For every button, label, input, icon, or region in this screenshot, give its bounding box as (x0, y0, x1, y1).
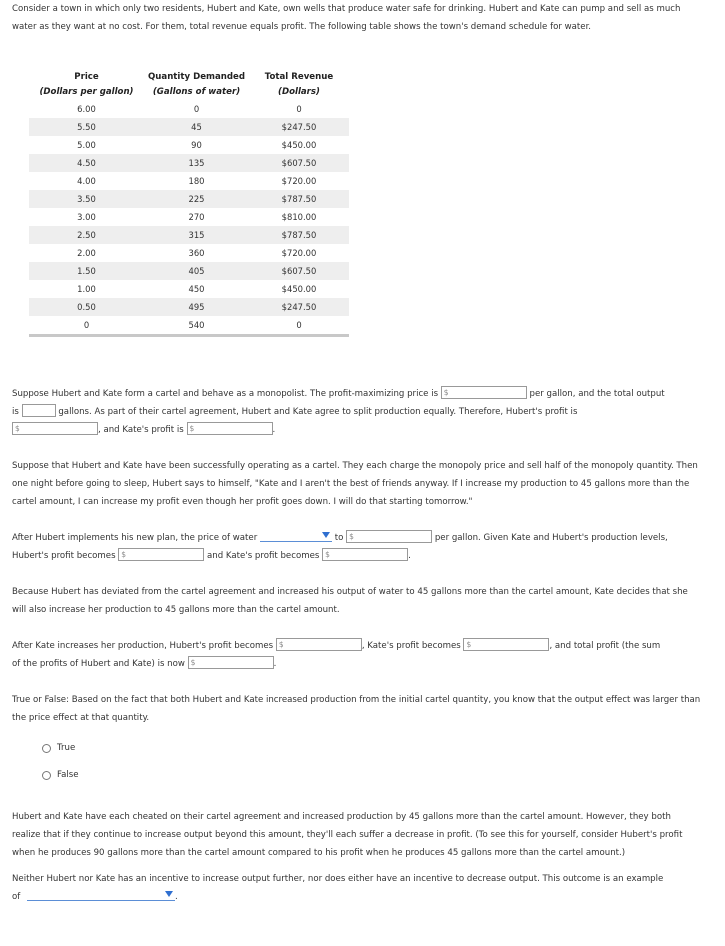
revenue-cell: $787.50 (249, 190, 349, 208)
quantity-cell: 225 (144, 190, 249, 208)
revenue-cell: 0 (249, 316, 349, 336)
new-price-input[interactable]: $ (346, 530, 432, 543)
intro-text: Consider a town in which only two residents, Hubert and Kate, own wells that produce water safe for drinking. Hubert and Kate can pump and sell as much water as they want at no cost. For them, total revenue equals profit. The following table shows the town's demand schedule for water. (12, 4, 681, 32)
kate-deviation-profit-input[interactable]: $ (322, 548, 408, 561)
header-price: Price (74, 72, 99, 82)
quantity-cell: 540 (144, 316, 249, 336)
revenue-cell: $810.00 (281, 212, 317, 222)
price-cell: 1.50 (29, 262, 144, 280)
price-cell: 3.50 (29, 190, 144, 208)
cheating-outcome-text: Hubert and Kate have each cheated on their cartel agreement and increased production by 45 gallons more than the cartel amount. However, they both realize that if they continue to increase output beyond this amount, they'll each suffer a decrease in profit. (To see this for yourself, consider Hubert's profit when he produces 90 gallons more than the cartel amount compared to his profit when he produces 45 gallons more than the cartel amount.) (12, 812, 683, 858)
table-row (29, 244, 349, 262)
hubert-profit-input[interactable]: $ (12, 422, 98, 435)
quantity-cell: 450 (188, 284, 205, 294)
kate-profit-input[interactable]: $ (187, 422, 273, 435)
revenue-cell: $720.00 (281, 248, 317, 258)
quantity-cell: 495 (144, 298, 249, 316)
table-row (29, 298, 349, 316)
price-cell: 2.00 (77, 248, 96, 258)
subheader-revenue: (Dollars) (278, 87, 320, 97)
quantity-cell: 270 (188, 212, 205, 222)
table-row (29, 316, 349, 336)
revenue-cell: $607.50 (249, 262, 349, 280)
question-cartel: Suppose Hubert and Kate form a cartel and behave as a monopolist. The profit-maximizing price is $ per gallon, and the total output is gallons. As part of their cartel agreement, Hubert and Kate agree to split production equally. Therefore, Hubert's profit is $ , and Kate's profit is $ . (12, 388, 665, 435)
table-row (29, 208, 349, 226)
table-row (29, 100, 349, 118)
hubert-deviation-profit-input[interactable]: $ (118, 548, 204, 561)
price-cell: 0.50 (29, 298, 144, 316)
header-quantity: Quantity Demanded (147, 72, 246, 82)
chevron-down-icon (165, 891, 173, 897)
total-output-input[interactable] (22, 404, 56, 417)
question-true-false: True or False: Based on the fact that both Hubert and Kate increased production from the initial cartel quantity, you know that the output effect was larger than the price effect at that quantity. (12, 695, 701, 723)
option-true[interactable]: True (42, 743, 75, 753)
table-row (29, 262, 349, 280)
price-cell: 1.00 (77, 284, 96, 294)
kate-retaliation-text: Because Hubert has deviated from the cartel agreement and increased his output of water to 45 gallons more than the cartel amount, Kate decides that she will also increase her production to 45 gallons more than the cartel amount. (12, 587, 688, 615)
quantity-cell: 360 (188, 248, 205, 258)
total-profit-input[interactable]: $ (188, 656, 274, 669)
chevron-down-icon (322, 532, 330, 538)
revenue-cell: $450.00 (281, 140, 317, 150)
price-cell: 0 (29, 316, 144, 336)
radio-button-icon[interactable] (42, 771, 51, 780)
quantity-cell: 405 (144, 262, 249, 280)
quantity-cell: 45 (144, 118, 249, 136)
hubert-both-profit-input[interactable]: $ (276, 638, 362, 651)
quantity-cell: 135 (144, 154, 249, 172)
price-cell: 5.00 (77, 140, 96, 150)
quantity-cell: 90 (191, 140, 202, 150)
price-cell: 4.00 (77, 176, 96, 186)
revenue-cell: $787.50 (249, 226, 349, 244)
price-cell: 6.00 (77, 104, 96, 114)
question-hubert-deviation: After Hubert implements his new plan, the price of water to $ per gallon. Given Kate and Hubert's production levels, Hubert's profit becomes $ and Kate's profit becomes $ . (12, 529, 702, 565)
table-row (29, 226, 349, 244)
option-false[interactable]: False (42, 770, 79, 780)
quantity-cell: 180 (188, 176, 205, 186)
header-revenue: Total Revenue (264, 72, 334, 82)
monopoly-price-input[interactable]: $ (441, 386, 527, 399)
revenue-cell: $450.00 (281, 284, 317, 294)
cheating-scenario-text: Suppose that Hubert and Kate have been successfully operating as a cartel. They each charge the monopoly price and sell half of the monopoly quantity. Then one night before going to sleep, Hubert says to himself, "Kate and I aren't the best of friends anyway. If I increase my production to 45 gallons more than the cartel amount, I can increase my profit even though her profit goes down. I will do that starting tomorrow." (12, 461, 698, 507)
quantity-cell: 0 (193, 104, 200, 114)
revenue-cell: 0 (296, 104, 302, 114)
table-row (29, 172, 349, 190)
table-row (29, 154, 349, 172)
price-cell: 3.00 (77, 212, 96, 222)
question-equilibrium: Neither Hubert nor Kate has an incentive to increase output further, nor does either have an incentive to decrease output. This outcome is an example of . (12, 874, 664, 902)
revenue-cell: $247.50 (249, 298, 349, 316)
table-row (29, 118, 349, 136)
price-cell: 2.50 (29, 226, 144, 244)
kate-both-profit-input[interactable]: $ (463, 638, 549, 651)
revenue-cell: $247.50 (249, 118, 349, 136)
subheader-quantity: (Gallons of water) (152, 87, 241, 97)
price-cell: 4.50 (29, 154, 144, 172)
quantity-cell: 315 (144, 226, 249, 244)
table-row (29, 280, 349, 298)
equilibrium-type-dropdown[interactable] (27, 888, 175, 901)
subheader-price: (Dollars per gallon) (39, 87, 134, 97)
demand-schedule-table (29, 70, 349, 337)
table-row (29, 190, 349, 208)
question-both-deviate: After Kate increases her production, Hubert's profit becomes $ , Kate's profit becomes $ , and total profit (the sum of the profits of Hubert and Kate) is now $ . (12, 640, 661, 669)
revenue-cell: $720.00 (281, 176, 317, 186)
revenue-cell: $607.50 (249, 154, 349, 172)
price-cell: 5.50 (29, 118, 144, 136)
radio-button-icon[interactable] (42, 744, 51, 753)
price-change-dropdown[interactable] (260, 529, 332, 542)
table-row (29, 136, 349, 154)
